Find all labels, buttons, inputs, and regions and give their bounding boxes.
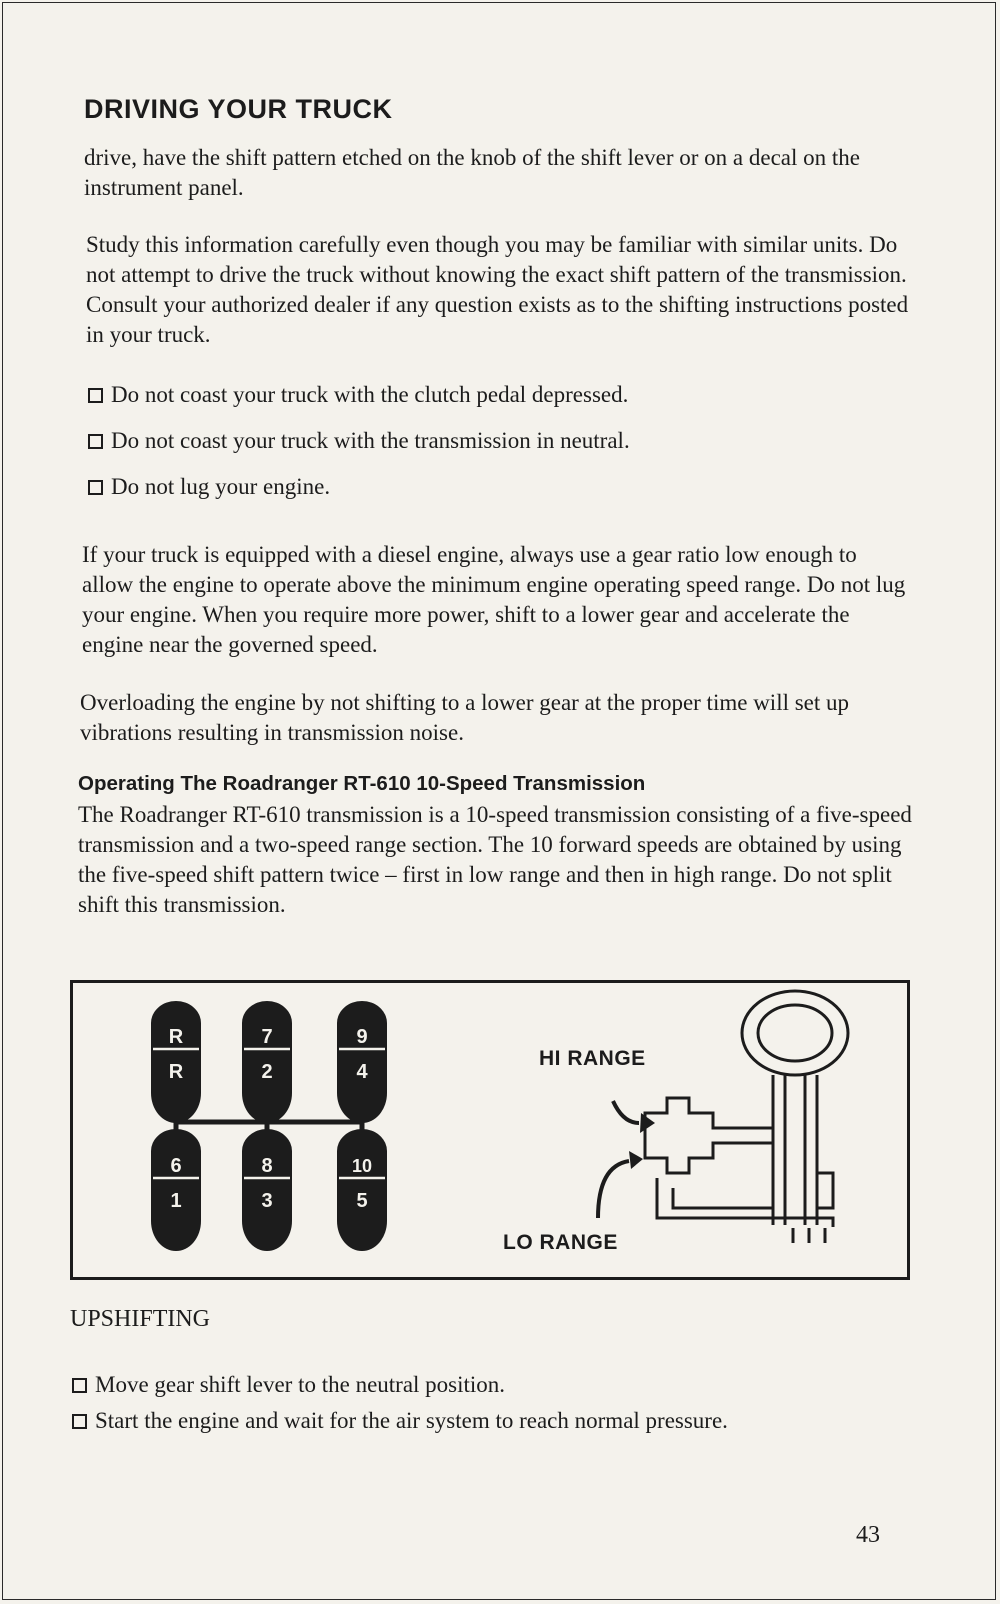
checkbox-icon [72, 1378, 87, 1393]
knob-bottom-label: 5 [356, 1190, 368, 1212]
knob-top-label: 6 [170, 1155, 182, 1177]
knob-top-label: R [168, 1026, 184, 1048]
shift-pattern-diagram [70, 980, 910, 1280]
knob-top-label: 7 [261, 1026, 273, 1048]
section-title: Operating The Roadranger RT-610 10-Speed Transmission [78, 772, 646, 795]
upshift-step [72, 1406, 728, 1436]
knob-top-label: 8 [261, 1155, 273, 1177]
hi-range-arrow-icon [613, 1101, 639, 1123]
shift-pattern-svg [73, 983, 907, 1277]
knob-top-label: 10 [351, 1156, 373, 1176]
range-selector-icon [645, 991, 848, 1243]
caution-item [88, 380, 628, 410]
knob-bottom-label: 4 [356, 1061, 368, 1083]
caution-item [88, 426, 630, 456]
intro-paragraph-1: drive, have the shift pattern etched on the knob of the shift lever or on a decal on the instrument panel. [84, 145, 860, 200]
upshift-step-text: Move gear shift lever to the neutral position. [95, 1372, 506, 1397]
checkbox-icon [88, 480, 103, 495]
diesel-paragraph-2: Overloading the engine by not shifting to a lower gear at the proper time will set up vibrations resulting in transmission noise. [80, 690, 850, 745]
gear-knob [151, 1001, 201, 1123]
hi-range-label: HI RANGE [539, 1047, 646, 1070]
gear-knob [242, 1001, 292, 1123]
knob-bottom-label: 1 [170, 1190, 182, 1212]
page-number: 43 [856, 1522, 880, 1548]
gear-knob [337, 1129, 387, 1251]
upshift-step-text: Start the engine and wait for the air system to reach normal pressure. [95, 1408, 728, 1433]
checkbox-icon [88, 434, 103, 449]
knob-bottom-label: R [168, 1061, 184, 1083]
diesel-paragraph-1: If your truck is equipped with a diesel engine, always use a gear ratio low enough to allow the engine to operate above the minimum engine operating speed range. Do not lug your engine. When you require more power, shift to a lower gear and accelerate the engine near the governed speed. [82, 542, 906, 657]
lo-range-arrow-icon [598, 1161, 629, 1218]
knob-top-label: 9 [356, 1026, 368, 1048]
knob-bottom-label: 3 [261, 1190, 273, 1212]
gear-knob [151, 1129, 201, 1251]
gear-knob [242, 1129, 292, 1251]
lo-range-arrowhead-icon [629, 1151, 643, 1169]
knob-bottom-label: 2 [261, 1061, 273, 1083]
intro-paragraph-2: Study this information carefully even though you may be familiar with similar units. Do not attempt to drive the truck without knowing the exact shift pattern of the transmission. Consult your authorized dealer if any question exists as to the shifting instructions posted in your truck. [86, 232, 909, 347]
checkbox-icon [72, 1414, 87, 1429]
upshift-step [72, 1370, 505, 1400]
caution-text: Do not coast your truck with the transmission in neutral. [111, 428, 630, 453]
caution-item [88, 472, 330, 502]
caution-text: Do not coast your truck with the clutch pedal depressed. [111, 382, 629, 407]
lo-range-label: LO RANGE [503, 1231, 618, 1254]
caution-text: Do not lug your engine. [111, 474, 331, 499]
page-title: DRIVING YOUR TRUCK [84, 94, 393, 124]
gear-knob [337, 1001, 387, 1123]
hi-range-arrowhead-icon [640, 1113, 655, 1133]
section-body: The Roadranger RT-610 transmission is a 10-speed transmission consisting of a five-speed transmission and a two-speed range section. The 10 forward speeds are obtained by using the five-speed shift pattern twice – first in low range and then in high range. Do not split shift this transmission. [78, 802, 912, 917]
upshifting-title: UPSHIFTING [70, 1306, 211, 1332]
checkbox-icon [88, 388, 103, 403]
